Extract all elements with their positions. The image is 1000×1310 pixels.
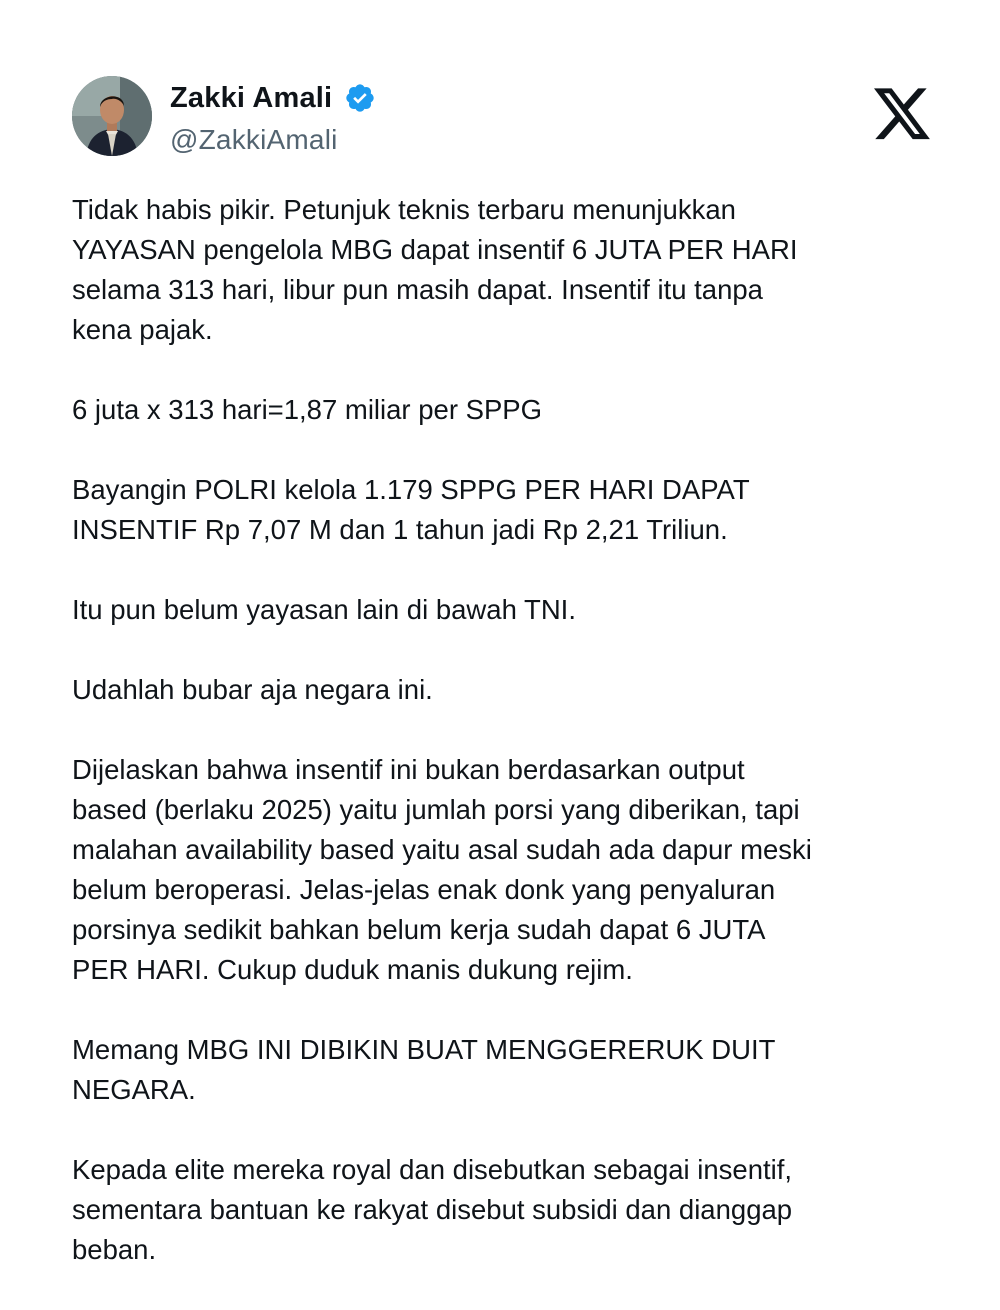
tweet-paragraph: Kepada elite mereka royal dan disebutkan sebagai insentif, sementara bantuan ke rakyat disebut subsidi dan dianggap beban.: [72, 1154, 793, 1265]
tweet-paragraph: Udahlah bubar aja negara ini.: [72, 674, 433, 705]
author-handle[interactable]: @ZakkiAmali: [170, 124, 338, 155]
tweet-paragraph: Tidak habis pikir. Petunjuk teknis terbaru menunjukkan YAYASAN pengelola MBG dapat insentif 6 JUTA PER HARI selama 313 hari, libur pun masih dapat. Insentif itu tanpa kena pajak.: [72, 194, 798, 345]
tweet-header: [72, 76, 932, 158]
tweet-paragraph: Itu pun belum yayasan lain di bawah TNI.: [72, 594, 576, 625]
tweet-paragraph: Memang MBG INI DIBIKIN BUAT MENGGERERUK DUIT NEGARA.: [72, 1034, 776, 1105]
display-name-row: [170, 78, 376, 118]
tweet-paragraph: Bayangin POLRI kelola 1.179 SPPG PER HARI DAPAT INSENTIF Rp 7,07 M dan 1 tahun jadi Rp 2,21 Triliun.: [72, 474, 750, 545]
tweet-text: [72, 190, 952, 1310]
x-logo-icon: [874, 88, 932, 142]
tweet-paragraph: 6 juta x 313 hari=1,87 miliar per SPPG: [72, 394, 543, 425]
avatar-photo: [72, 76, 152, 156]
avatar[interactable]: [72, 76, 152, 156]
tweet-paragraph: Dijelaskan bahwa insentif ini bukan berdasarkan output based (berlaku 2025) yaitu jumlah porsi yang diberikan, tapi malahan availability based yaitu asal sudah ada dapur meski belum beroperasi. Jelas-jelas enak donk yang penyaluran porsinya sedikit bahkan belum kerja sudah dapat 6 JUTA PER HARI. Cukup duduk manis dukung rejim.: [72, 754, 812, 985]
author-names: [170, 78, 376, 156]
author-display-name[interactable]: Zakki Amali: [170, 81, 333, 114]
verified-badge-icon: [344, 82, 376, 114]
